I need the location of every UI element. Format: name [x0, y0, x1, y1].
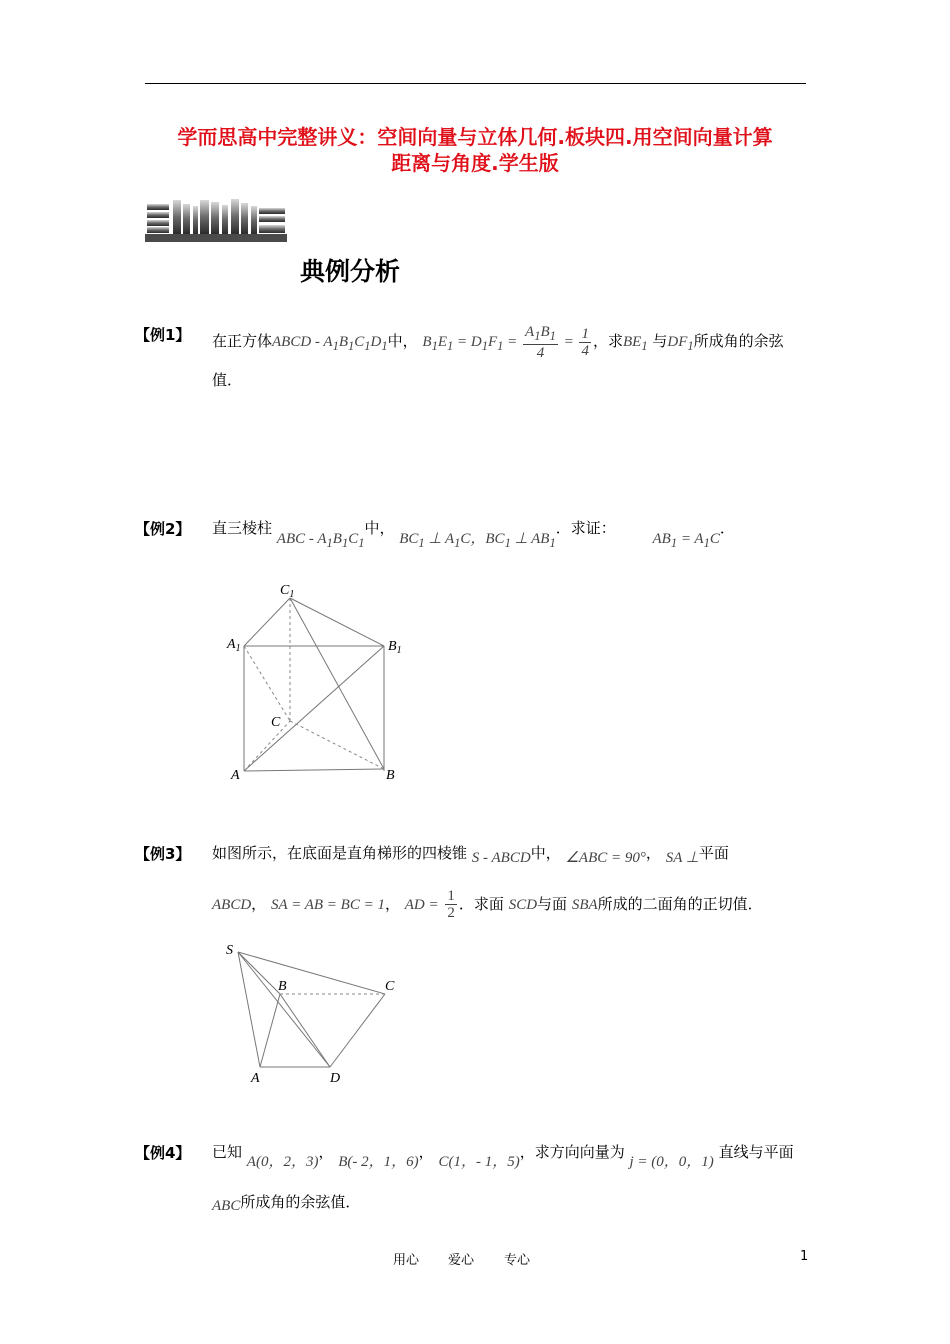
label-C: C — [385, 979, 395, 994]
page-number: 1 — [800, 1249, 809, 1264]
label-C: C — [271, 715, 281, 730]
prism-figure — [222, 578, 412, 788]
example-4-line-2: ABC所成角的余弦值． — [212, 1193, 361, 1214]
label-A: A — [231, 768, 240, 783]
label-C1: $C_1$ — [280, 583, 295, 600]
footer-text-2: 爱心 — [448, 1253, 475, 1268]
example-4-line-1: 已知 A(0，2，3)， B(- 2，1，6)， C(1，- 1，5)，求方向向量为 j = (0，0，1) 直线与平面 — [212, 1143, 794, 1170]
example-3-line-2: ABCD， SA = AB = BC = 1， AD = $\frac{1}{2}$ ．求面 SCD与面 SBA所成的二面角的正切值． — [212, 888, 763, 921]
label-S: S — [226, 943, 233, 958]
header-rule — [145, 83, 806, 84]
footer-text-1: 用心 — [393, 1253, 420, 1268]
example-4-label: 【例4】 — [135, 1144, 191, 1162]
books-banner-icon — [145, 196, 287, 242]
title-line-1: 学而思高中完整讲义：空间向量与立体几何.板块四.用空间向量计算 — [177, 125, 773, 149]
footer-text-3: 专心 — [504, 1253, 531, 1268]
label-B: B — [386, 768, 395, 783]
document-title — [140, 124, 810, 176]
label-A1: $A_1$ — [227, 637, 241, 654]
label-B1: $B_1$ — [388, 639, 402, 656]
pyramid-figure — [222, 938, 412, 1088]
example-1-line-1: 在正方体ABCD - $A_1B_1C_1D_1$中， $B_1E_1 = D_1F_1$ = $\frac{A_1B_1}{4}$ = $\frac{1}{4}$ ，求$BE_1$ 与$DF_1$所成角的余弦 — [212, 324, 784, 361]
ratio-equation: $B_1E_1 = D_1F_1$ = $\frac{A_1B_1}{4}$ = $\frac{1}{4}$ — [422, 324, 589, 361]
section-heading: 典例分析 — [300, 257, 401, 286]
example-1-label: 【例1】 — [135, 326, 191, 344]
label-A: A — [251, 1071, 260, 1086]
example-2-label: 【例2】 — [135, 520, 191, 538]
cube-name: ABCD - $A_1B_1C_1D_1$ — [272, 333, 388, 353]
example-3-label: 【例3】 — [135, 845, 191, 863]
example-3-line-1: 如图所示，在底面是直角梯形的四棱锥 S - ABCD中， ∠ABC = 90°， SA ⊥平面 — [212, 844, 729, 866]
label-B: B — [278, 979, 287, 994]
example-1-line-2: 值． — [212, 371, 243, 389]
label-D: D — [330, 1071, 341, 1086]
example-2-line: 直三棱柱 ABC - $A_1B_1C_1$中， $BC_1$ ⊥ $A_1C$，$BC_1$ ⊥ $AB_1$．求证： $AB_1 = A_1C$． — [212, 519, 735, 550]
title-line-2: 距离与角度.学生版 — [391, 151, 559, 175]
